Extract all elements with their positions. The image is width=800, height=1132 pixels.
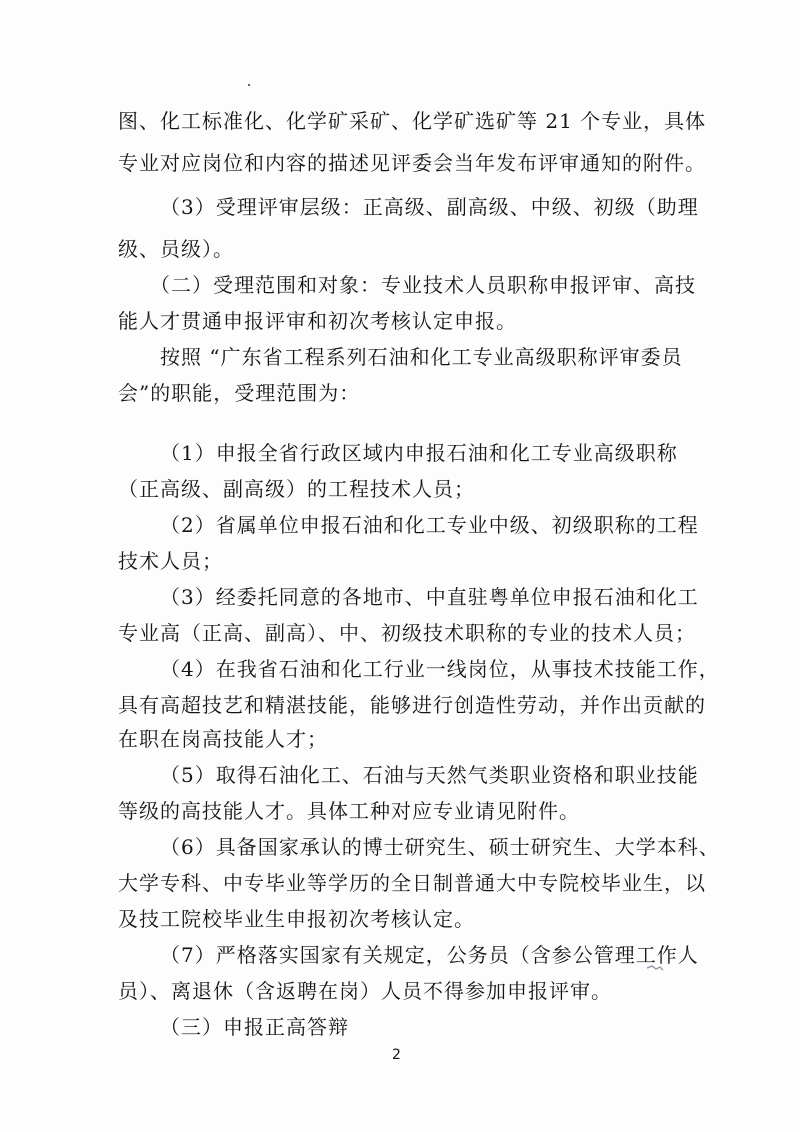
text-line: 图、化工标准化、化学矿采矿、化学矿选矿等 21 个专业，具体 [118, 109, 707, 133]
text-line: 等级的高技能人才。具体工种对应专业请见附件。 [118, 799, 580, 823]
text-line: （二）受理范围和对象：专业技术人员职称申报评审、高技 [150, 273, 696, 297]
text-line: （2）省属单位申报石油和化工专业中级、初级职称的工程 [160, 513, 699, 537]
text-line: （3）受理评审层级：正高级、副高级、中级、初级（助理 [160, 195, 699, 219]
text-line: （5）取得石油化工、石油与天然气类职业资格和职业技能 [160, 763, 699, 787]
text-line: 专业对应岗位和内容的描述见评委会当年发布评审通知的附件。 [118, 151, 706, 175]
text-line: 会”的职能，受理范围为： [118, 381, 361, 405]
text-line: 按照 “广东省工程系列石油和化工专业高级职称评审委员 [160, 345, 683, 369]
text-line: （4）在我省石油和化工行业一线岗位，从事技术技能工作， [160, 657, 720, 681]
scan-mark [646, 963, 664, 973]
text-line: （7）严格落实国家有关规定，公务员（含参公管理工作人 [160, 943, 699, 967]
text-line: 能人才贯通申报评审和初次考核认定申报。 [118, 309, 517, 333]
text-line: （1）申报全省行政区域内申报石油和化工专业高级职称 [160, 441, 678, 465]
text-line: 及技工院校毕业生申报初次考核认定。 [118, 907, 475, 931]
text-line: 具有高超技艺和精湛技能，能够进行创造性劳动，并作出贡献的 [118, 693, 706, 717]
text-line: （3）经委托同意的各地市、中直驻粤单位申报石油和化工 [160, 585, 699, 609]
text-line: （正高级、副高级）的工程技术人员； [118, 477, 475, 501]
text-line: 级、员级）。 [118, 237, 234, 261]
text-line: 在职在岗高技能人才； [118, 727, 328, 751]
text-line: 技术人员； [118, 549, 223, 573]
text-line: 员）、离退休（含返聘在岗）人员不得参加申报评审。 [118, 979, 612, 1003]
scan-speck [248, 84, 250, 86]
text-line: 大学专科、中专毕业等学历的全日制普通大中专院校毕业生，以 [118, 871, 706, 895]
text-line: （6）具备国家承认的博士研究生、硕士研究生、大学本科、 [160, 835, 720, 859]
text-line: 专业高（正高、副高）、中、初级技术职称的专业的技术人员； [118, 621, 696, 645]
text-line: （三）申报正高答辩 [160, 1015, 349, 1039]
page-number: 2 [392, 1047, 401, 1063]
